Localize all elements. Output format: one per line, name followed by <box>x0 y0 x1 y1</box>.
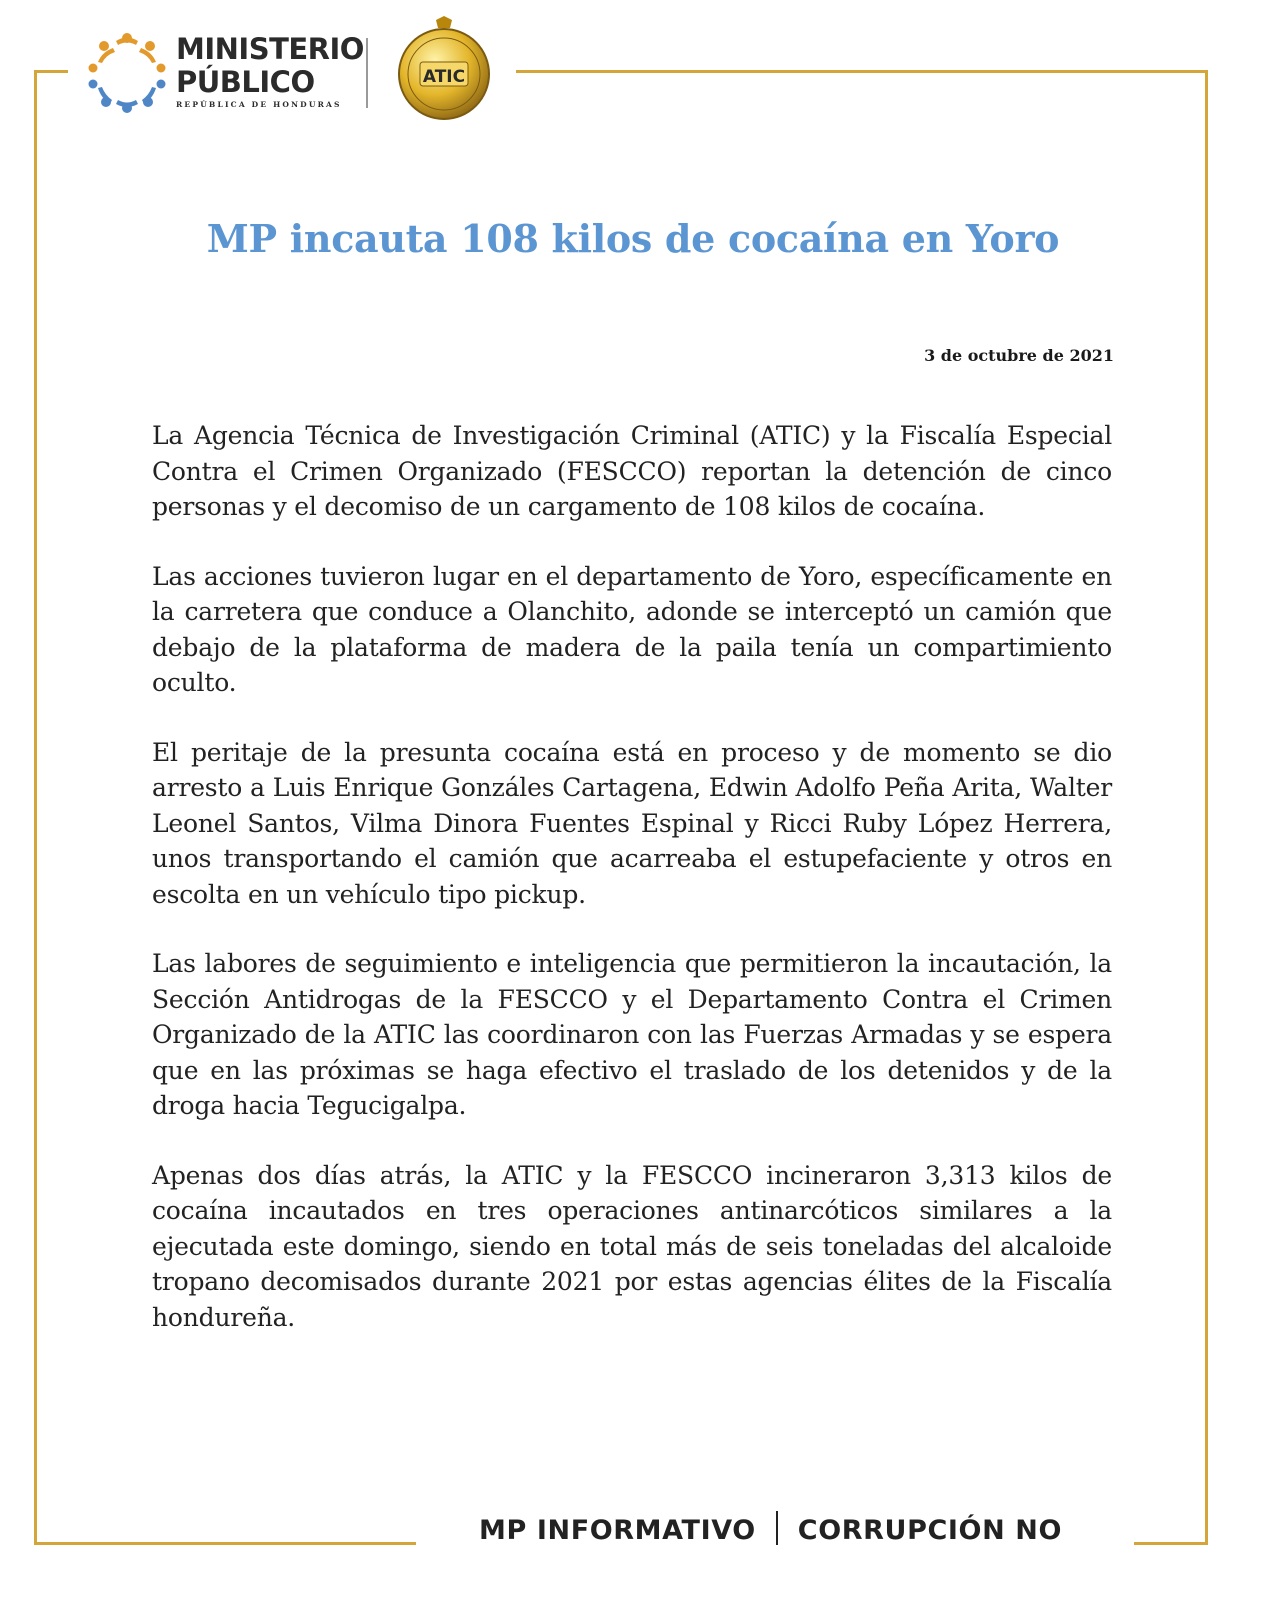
footer-tagline <box>479 1511 1062 1546</box>
paragraph-4: Las labores de seguimiento e inteligencia que permitieron la incautación, la Sección Antidrogas de la FESCCO y el Departamento Contra el Crimen Organizado de la ATIC las coordinaron con las Fuerzas Armadas y se espera que en las próximas se haga efectivo el traslado de los detenidos y de la droga hacia Tegucigalpa. <box>152 949 1112 1120</box>
footer-separator <box>776 1511 778 1545</box>
paragraph-1: La Agencia Técnica de Investigación Criminal (ATIC) y la Fiscalía Especial Contra el Crimen Organizado (FESCCO) reportan la detención de cinco personas y el decomiso de un cargamento de 108 kilos de cocaína. <box>152 421 1112 521</box>
org-name <box>176 33 364 109</box>
footer-right: CORRUPCIÓN NO <box>797 1515 1063 1546</box>
paragraph-5: Apenas dos días atrás, la ATIC y la FESCCO incineraron 3,313 kilos de cocaína incautados en tres operaciones antinarcóticos similares a la ejecutada este domingo, siendo en total más de seis toneladas del alcaloide tropano decomisados durante 2021 por estas agencias élites de la Fiscalía hondureña. <box>152 1160 1112 1332</box>
frame-left <box>34 70 37 1545</box>
page-title: MP incauta 108 kilos de cocaína en Yoro <box>206 216 1060 261</box>
org-name-line1: MINISTERIO <box>176 32 364 66</box>
frame-right <box>1205 70 1208 1545</box>
people-circle-icon <box>86 32 168 114</box>
frame-top-right <box>516 70 1208 73</box>
frame-top-left <box>34 70 68 73</box>
publication-date: 3 de octubre de 2021 <box>924 346 1114 365</box>
frame-bottom-left <box>34 1542 416 1545</box>
atic-label: ATIC <box>422 67 466 87</box>
atic-seal-icon <box>394 16 494 120</box>
paragraph-2: Las acciones tuvieron lugar en el departamento de Yoro, específicamente en la carretera que conduce a Olanchito, adonde se interceptó un camión que debajo de la plataforma de madera de la paila tenía un compartimiento oculto. <box>152 561 1112 697</box>
logo-divider <box>366 38 368 108</box>
org-subtitle: REPÚBLICA DE HONDURAS <box>176 100 342 109</box>
footer-left: MP INFORMATIVO <box>479 1515 756 1546</box>
paragraph-3: El peritaje de la presunta cocaína está en proceso y de momento se dio arresto a Luis Enrique Gonzáles Cartagena, Edwin Adolfo Peña Arita, Walter Leonel Santos, Vilma Dinora Fuentes Espinal y Ricci Ruby López Herrera, unos transportando el camión que acarreaba el estupefaciente y otros en escolta en un vehículo tipo pickup. <box>152 737 1112 909</box>
article-body <box>152 418 1112 1369</box>
frame-bottom-right <box>1134 1542 1208 1545</box>
org-name-line2: PÚBLICO <box>176 65 315 99</box>
